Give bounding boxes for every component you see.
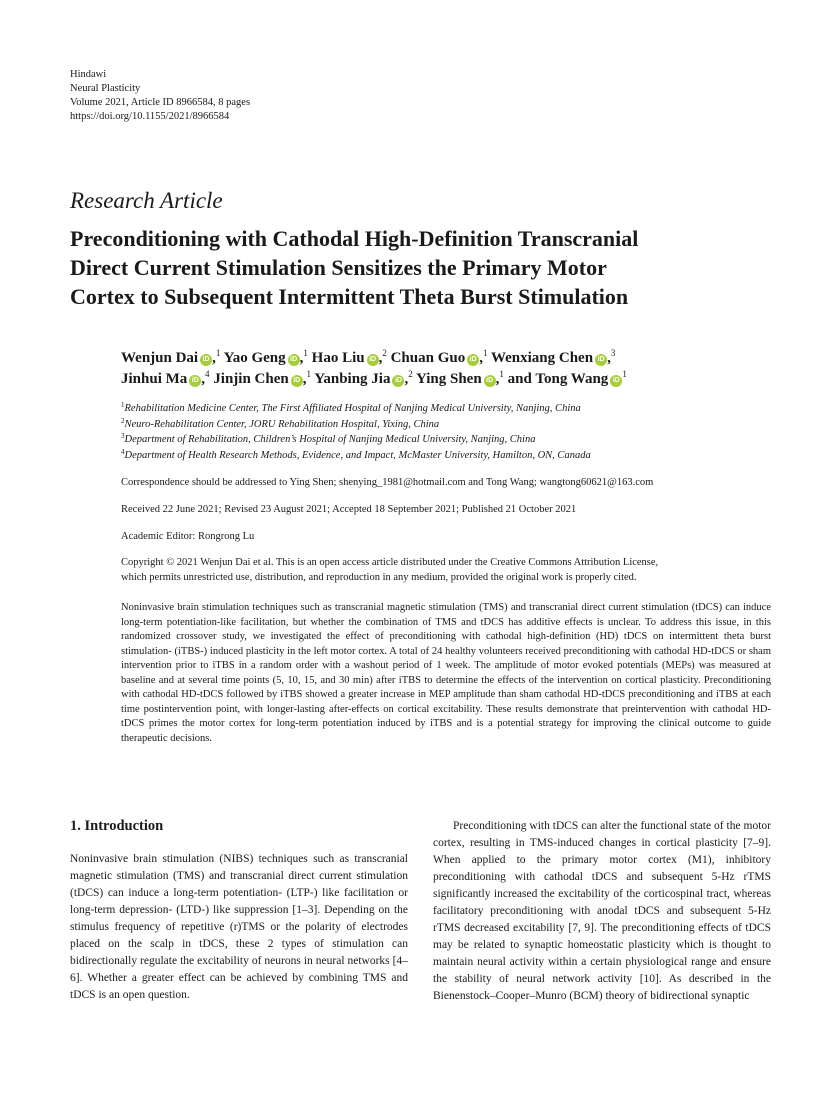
orcid-icon[interactable]: iD xyxy=(367,354,379,366)
journal-name: Neural Plasticity xyxy=(70,83,141,94)
publisher-name: Hindawi xyxy=(70,69,107,80)
author-name: Chuan Guo xyxy=(390,350,466,366)
author-affiliation-number: 4 xyxy=(205,369,210,379)
section-heading: 1. Introduction xyxy=(70,818,164,834)
correspondence: Correspondence should be addressed to Ying Shen; shenying_1981@hotmail.com and Tong Wang; wangtong60621@163.com xyxy=(121,477,654,488)
copyright-notice: Copyright © 2021 Wenjun Dai et al. This is an open access article distributed under the Creative Commons Attribution License, which permits unrestricted use, distribution, and reproduction in any medium, provided the original work is properly cited. xyxy=(121,557,659,583)
affiliation: $^3$Department of Rehabilitation, Children’s Hospital of Nanjing Medical University, Nanjing, China xyxy=(121,432,536,445)
orcid-icon[interactable]: iD xyxy=(610,375,622,387)
author-affiliation-number: 2 xyxy=(382,348,387,358)
title-line: Preconditioning with Cathodal High-Definition Transcranial xyxy=(70,226,639,251)
orcid-icon[interactable]: iD xyxy=(291,375,303,387)
publication-info xyxy=(70,68,250,124)
orcid-icon[interactable]: iD xyxy=(484,375,496,387)
author-name: Jinhui Ma xyxy=(121,371,188,387)
abstract: Noninvasive brain stimulation techniques such as transcranial magnetic stimulation (TMS) and transcranial direct current stimulation (tDCS) can induce long-term potentiation-like facilitation, but whether the combination of TMS and tDCS has additive effects is unclear. To address this issue, in this randomized crossover study, we investigated the effect of preconditioning with cathodal high-definition (HD) tDCS on intermittent theta burst stimulation- (iTBS-) induced plasticity in the left motor cortex. A total of 24 healthy volunteers received preconditioning with cathodal HD-tDCS or sham intervention prior to iTBS in a random order with a washout period of 1 week. The amplitude of motor evoked potentials (MEPs) was measured at baseline and at several time points (5, 10, 15, and 30 min) after iTBS to determine the effects of the intervention on cortical plasticity. Preconditioning with cathodal HD-tDCS followed by iTBS showed a greater increase in MEP amplitude than sham cathodal HD-tDCS preconditioning and iTBS at each time postintervention point, with longer-lasting after-effects on cortical excitability. These results demonstrate that preintervention with cathodal HD-tDCS primes the motor cortex for long-term potentiation induced by iTBS and is a potential strategy for improving the clinical outcome to guide therapeutic decisions. xyxy=(121,602,771,744)
orcid-icon[interactable]: iD xyxy=(595,354,607,366)
author-affiliation-number: 2 xyxy=(408,369,413,379)
orcid-icon[interactable]: iD xyxy=(189,375,201,387)
author-affiliation-number: 1 xyxy=(303,348,308,358)
author-list xyxy=(121,348,781,390)
author-and: and xyxy=(507,371,532,387)
author-name: Wenxiang Chen xyxy=(490,350,594,366)
author-name: Hao Liu xyxy=(311,350,365,366)
orcid-icon[interactable]: iD xyxy=(467,354,479,366)
right-column xyxy=(433,818,771,1005)
author-affiliation-number: 1 xyxy=(622,369,627,379)
doi-link[interactable]: https://doi.org/10.1155/2021/8966584 xyxy=(70,111,230,122)
author-name: Yanbing Jia xyxy=(314,371,391,387)
author-affiliation-number: 1 xyxy=(306,369,311,379)
author-affiliation-number: 1 xyxy=(499,369,504,379)
left-column xyxy=(70,818,408,1004)
article-title xyxy=(70,224,770,311)
author-affiliation-number: 1 xyxy=(215,348,221,358)
article-type: Research Article xyxy=(70,188,223,213)
author-affiliation-number: 3 xyxy=(610,348,616,358)
author-row: Wenjun Dai iD ,$^1$ Yao Geng iD ,$^1$ Hao Liu iD ,$^2$ Chuan Guo iD ,$^1$ Wenxiang Chen iD ,$^3$ xyxy=(121,348,616,366)
title-line: Cortex to Subsequent Intermittent Theta Burst Stimulation xyxy=(70,284,629,309)
title-line: Direct Current Stimulation Sensitizes the Primary Motor xyxy=(70,255,607,280)
academic-editor: Academic Editor: Rongrong Lu xyxy=(121,531,255,542)
orcid-icon[interactable]: iD xyxy=(200,354,212,366)
author-name: Ying Shen xyxy=(415,371,482,387)
author-name: Tong Wang xyxy=(535,371,609,387)
volume-info: Volume 2021, Article ID 8966584, 8 pages xyxy=(70,97,251,108)
author-affiliation-number: 1 xyxy=(482,348,488,358)
orcid-icon[interactable]: iD xyxy=(288,354,300,366)
author-name: Yao Geng xyxy=(223,350,286,366)
body-paragraph: Preconditioning with tDCS can alter the functional state of the motor cortex, resulting in TMS-induced changes in cortical plasticity [7–9]. When applied to the primary motor cortex (M1), inhibitory preconditioning with cathodal tDCS and subsequent 5-Hz rTMS significantly increased the excitability of the corticospinal tract, whereas facilitatory preconditioning with anodal tDCS and subsequent 5-Hz rTMS decreased excitability [7, 9]. The preconditioning effects of tDCS may be related to synaptic homeostatic plasticity which is thought to maintain neural activity within a certain physiological range and ensure the stability of neural network activity [10]. As described in the Bienenstock–Cooper–Munro (BCM) theory of bidirectional synaptic xyxy=(433,820,771,1002)
affiliation: $^1$Rehabilitation Medicine Center, The First Affiliated Hospital of Nanjing Medical University, Nanjing, China xyxy=(121,401,581,414)
author-name: Wenjun Dai xyxy=(121,350,199,366)
orcid-icon[interactable]: iD xyxy=(392,375,404,387)
affiliation-list xyxy=(121,401,781,463)
article-dates: Received 22 June 2021; Revised 23 August 2021; Accepted 18 September 2021; Published 21 October 2021 xyxy=(121,504,577,515)
author-row: Jinhui Ma iD ,$^4$ Jinjin Chen iD ,$^1$ Yanbing Jia iD ,$^2$ Ying Shen iD ,$^1$ and Tong Wang $iD^1$ xyxy=(121,369,627,387)
body-paragraph: Noninvasive brain stimulation (NIBS) techniques such as transcranial magnetic stimulation (TMS) and transcranial direct current stimulation (tDCS) can induce a long-term potentiation- (LTP-) like facilitation or long-term depression- (LTD-) like suppression [1–3]. Depending on the stimulus frequency of repetitive (r)TMS or the polarity of electrodes placed on the scalp in tDCS, these 2 types of stimulation can bidirectionally regulate the excitability of neurons in neural networks [4–6]. Whether a greater effect can be achieved by combining TMS and tDCS is an open question. xyxy=(70,853,408,1001)
author-name: Jinjin Chen xyxy=(213,371,289,387)
affiliation: $^4$Department of Health Research Methods, Evidence, and Impact, McMaster University, Hamilton, ON, Canada xyxy=(121,447,591,461)
affiliation: $^2$Neuro-Rehabilitation Center, JORU Rehabilitation Hospital, Yixing, China xyxy=(121,416,440,430)
